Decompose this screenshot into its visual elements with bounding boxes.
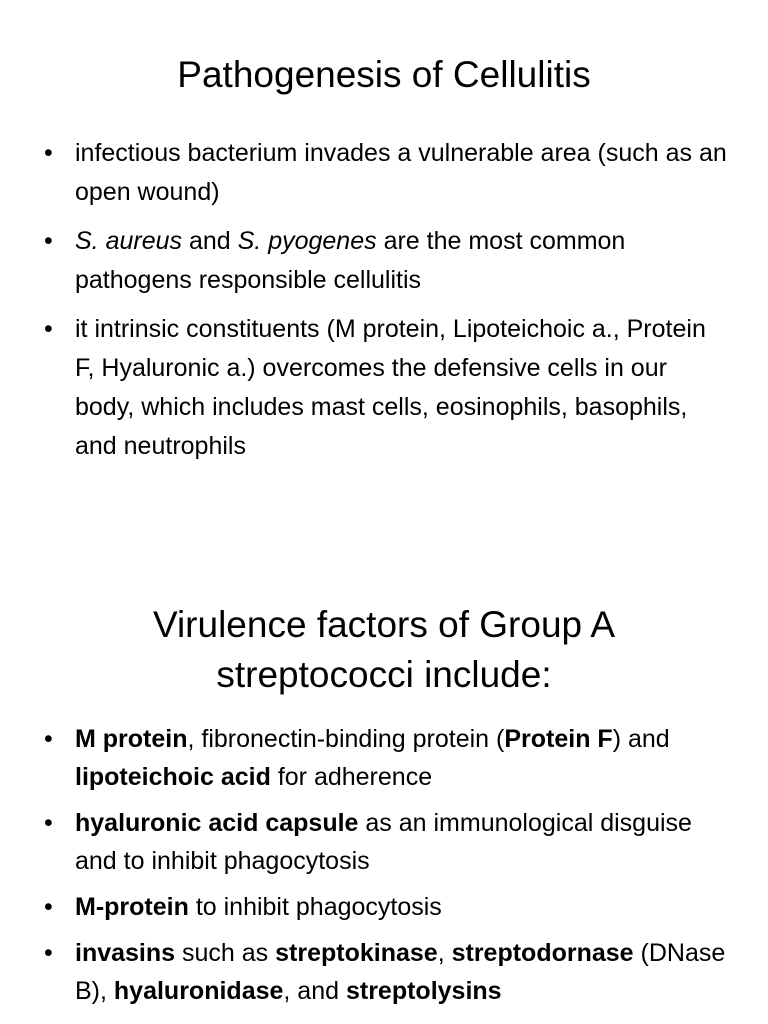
bullet-list <box>0 134 768 466</box>
bullet-text: ) and <box>612 725 670 753</box>
term-bold: streptokinase <box>275 939 438 967</box>
list-item <box>0 720 768 796</box>
list-item <box>0 310 768 466</box>
bullet-icon: • <box>44 725 53 753</box>
species-name: S. aureus <box>75 227 183 255</box>
slide-title <box>0 600 768 700</box>
bullet-text: such as <box>175 939 276 967</box>
bullet-text: are the most common pathogens responsible cellulitis <box>75 227 626 294</box>
title-line-1: Virulence factors of Group A <box>152 604 616 645</box>
list-item <box>0 222 768 300</box>
bullet-icon: • <box>44 315 53 343</box>
bullet-text: as an immunological disguise and to inhibit phagocytosis <box>75 809 692 875</box>
bullet-text: , and <box>283 977 346 1005</box>
bullet-text: , fibronectin-binding protein ( <box>187 725 505 753</box>
list-item <box>0 134 768 212</box>
bullet-icon: • <box>44 939 53 967</box>
bullet-icon: • <box>44 139 53 167</box>
bullet-icon: • <box>44 893 53 921</box>
bullet-text: it intrinsic constituents (M protein, Lipoteichoic a., Protein F, Hyaluronic a.) overcomes the defensive cells in our body, which includes mast cells, eosinophils, basophils, and neutrophils <box>75 315 706 460</box>
slide-title: Pathogenesis of Cellulitis <box>177 54 591 95</box>
term-bold: M-protein <box>75 893 189 921</box>
term-bold: invasins <box>75 939 176 967</box>
bullet-list <box>0 720 768 1010</box>
term-bold: hyaluronic acid capsule <box>75 809 359 837</box>
species-name: S. pyogenes <box>237 227 377 255</box>
slide-virulence-factors <box>0 600 768 1018</box>
list-item <box>0 888 768 926</box>
list-item <box>0 804 768 880</box>
term-bold: hyaluronidase <box>113 977 284 1005</box>
term-bold: lipoteichoic acid <box>75 763 271 791</box>
term-bold: Protein F <box>504 725 613 753</box>
term-bold: M protein <box>75 725 188 753</box>
title-line-2: streptococci include: <box>216 654 552 695</box>
bullet-text: to inhibit phagocytosis <box>188 893 442 921</box>
bullet-text: infectious bacterium invades a vulnerable area (such as an open wound) <box>75 139 727 206</box>
bullet-text: and <box>182 227 238 255</box>
list-item <box>0 934 768 1010</box>
term-bold: streptodornase <box>451 939 634 967</box>
bullet-icon: • <box>44 227 53 255</box>
term-bold: streptolysins <box>345 977 502 1005</box>
bullet-text: , <box>437 939 452 967</box>
bullet-icon: • <box>44 809 53 837</box>
slide-pathogenesis <box>0 0 768 476</box>
bullet-text: (DNase B), <box>75 939 726 1005</box>
bullet-text: for adherence <box>270 763 433 791</box>
